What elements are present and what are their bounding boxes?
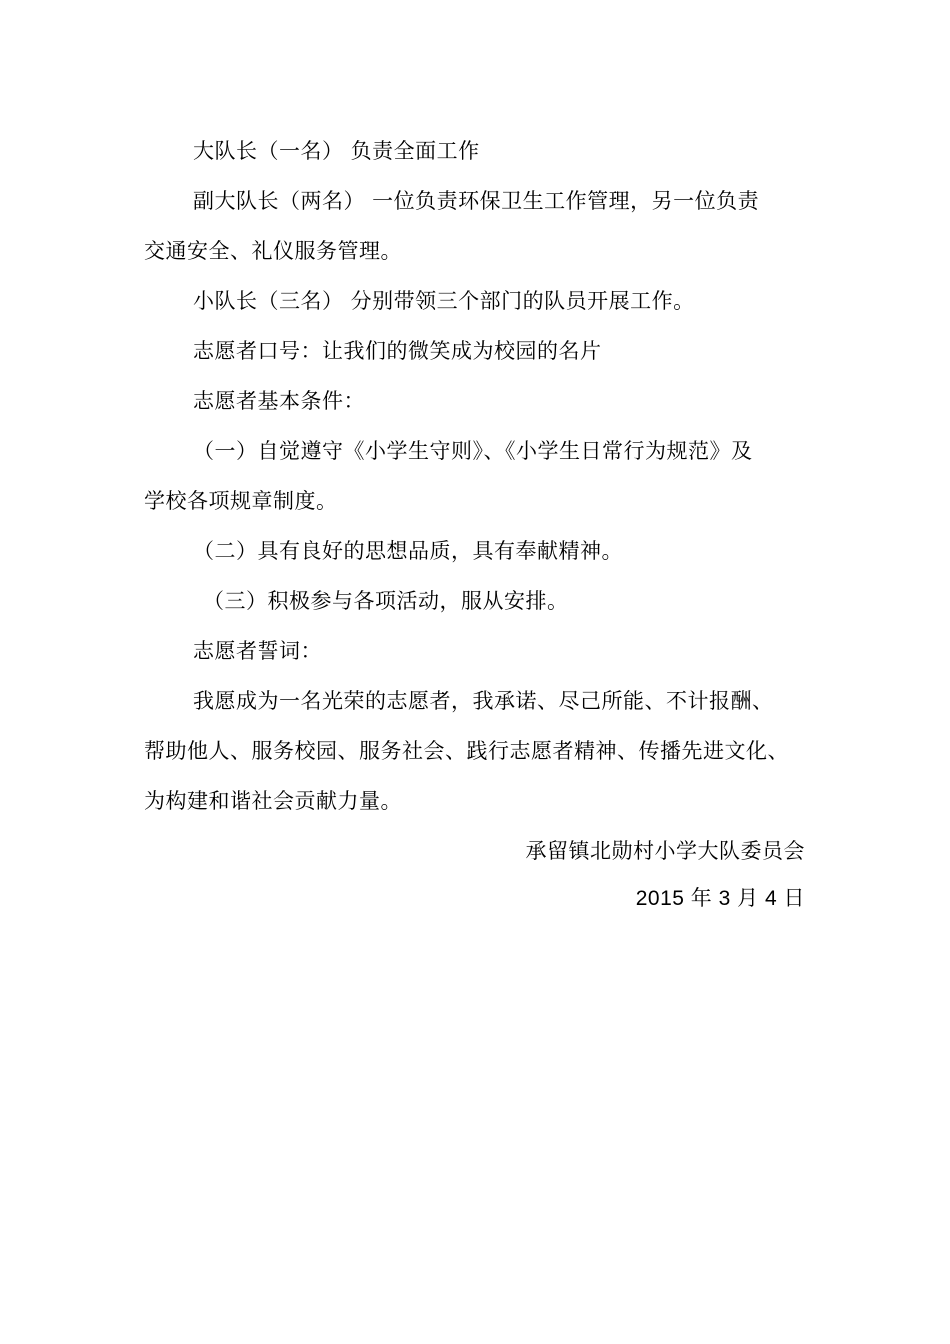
- leader-role-line: 大队长（一名） 负责全面工作: [193, 139, 480, 163]
- requirements-heading: 志愿者基本条件：: [193, 389, 365, 413]
- squad-leader-role-line: 小队长（三名） 分别带领三个部门的队员开展工作。: [193, 289, 695, 313]
- requirement-item-1: （一）自觉遵守《小学生守则》、《小学生日常行为规范》及: [193, 439, 753, 463]
- requirement-item-1-continued: 学校各项规章制度。: [144, 489, 338, 513]
- signature-date: 2015 年 3 月 4 日: [635, 887, 805, 910]
- requirement-item-2: （二）具有良好的思想品质，具有奉献精神。: [193, 539, 623, 563]
- signature-organization: 承留镇北勋村小学大队委员会: [525, 839, 805, 863]
- oath-text-line-2: 帮助他人、服务校园、服务社会、践行志愿者精神、传播先进文化、: [144, 739, 789, 763]
- oath-text-line-3: 为构建和谐社会贡献力量。: [144, 789, 402, 813]
- vice-leader-role-line-continued: 交通安全、礼仪服务管理。: [144, 239, 402, 263]
- requirement-item-3: （三）积极参与各项活动，服从安排。: [203, 589, 569, 613]
- vice-leader-role-line: 副大队长（两名） 一位负责环保卫生工作管理，另一位负责: [193, 189, 760, 213]
- volunteer-slogan-line: 志愿者口号：让我们的微笑成为校园的名片: [193, 339, 602, 363]
- oath-text-line-1: 我愿成为一名光荣的志愿者，我承诺、尽己所能、不计报酬、: [193, 689, 774, 713]
- oath-heading: 志愿者誓词：: [193, 639, 322, 663]
